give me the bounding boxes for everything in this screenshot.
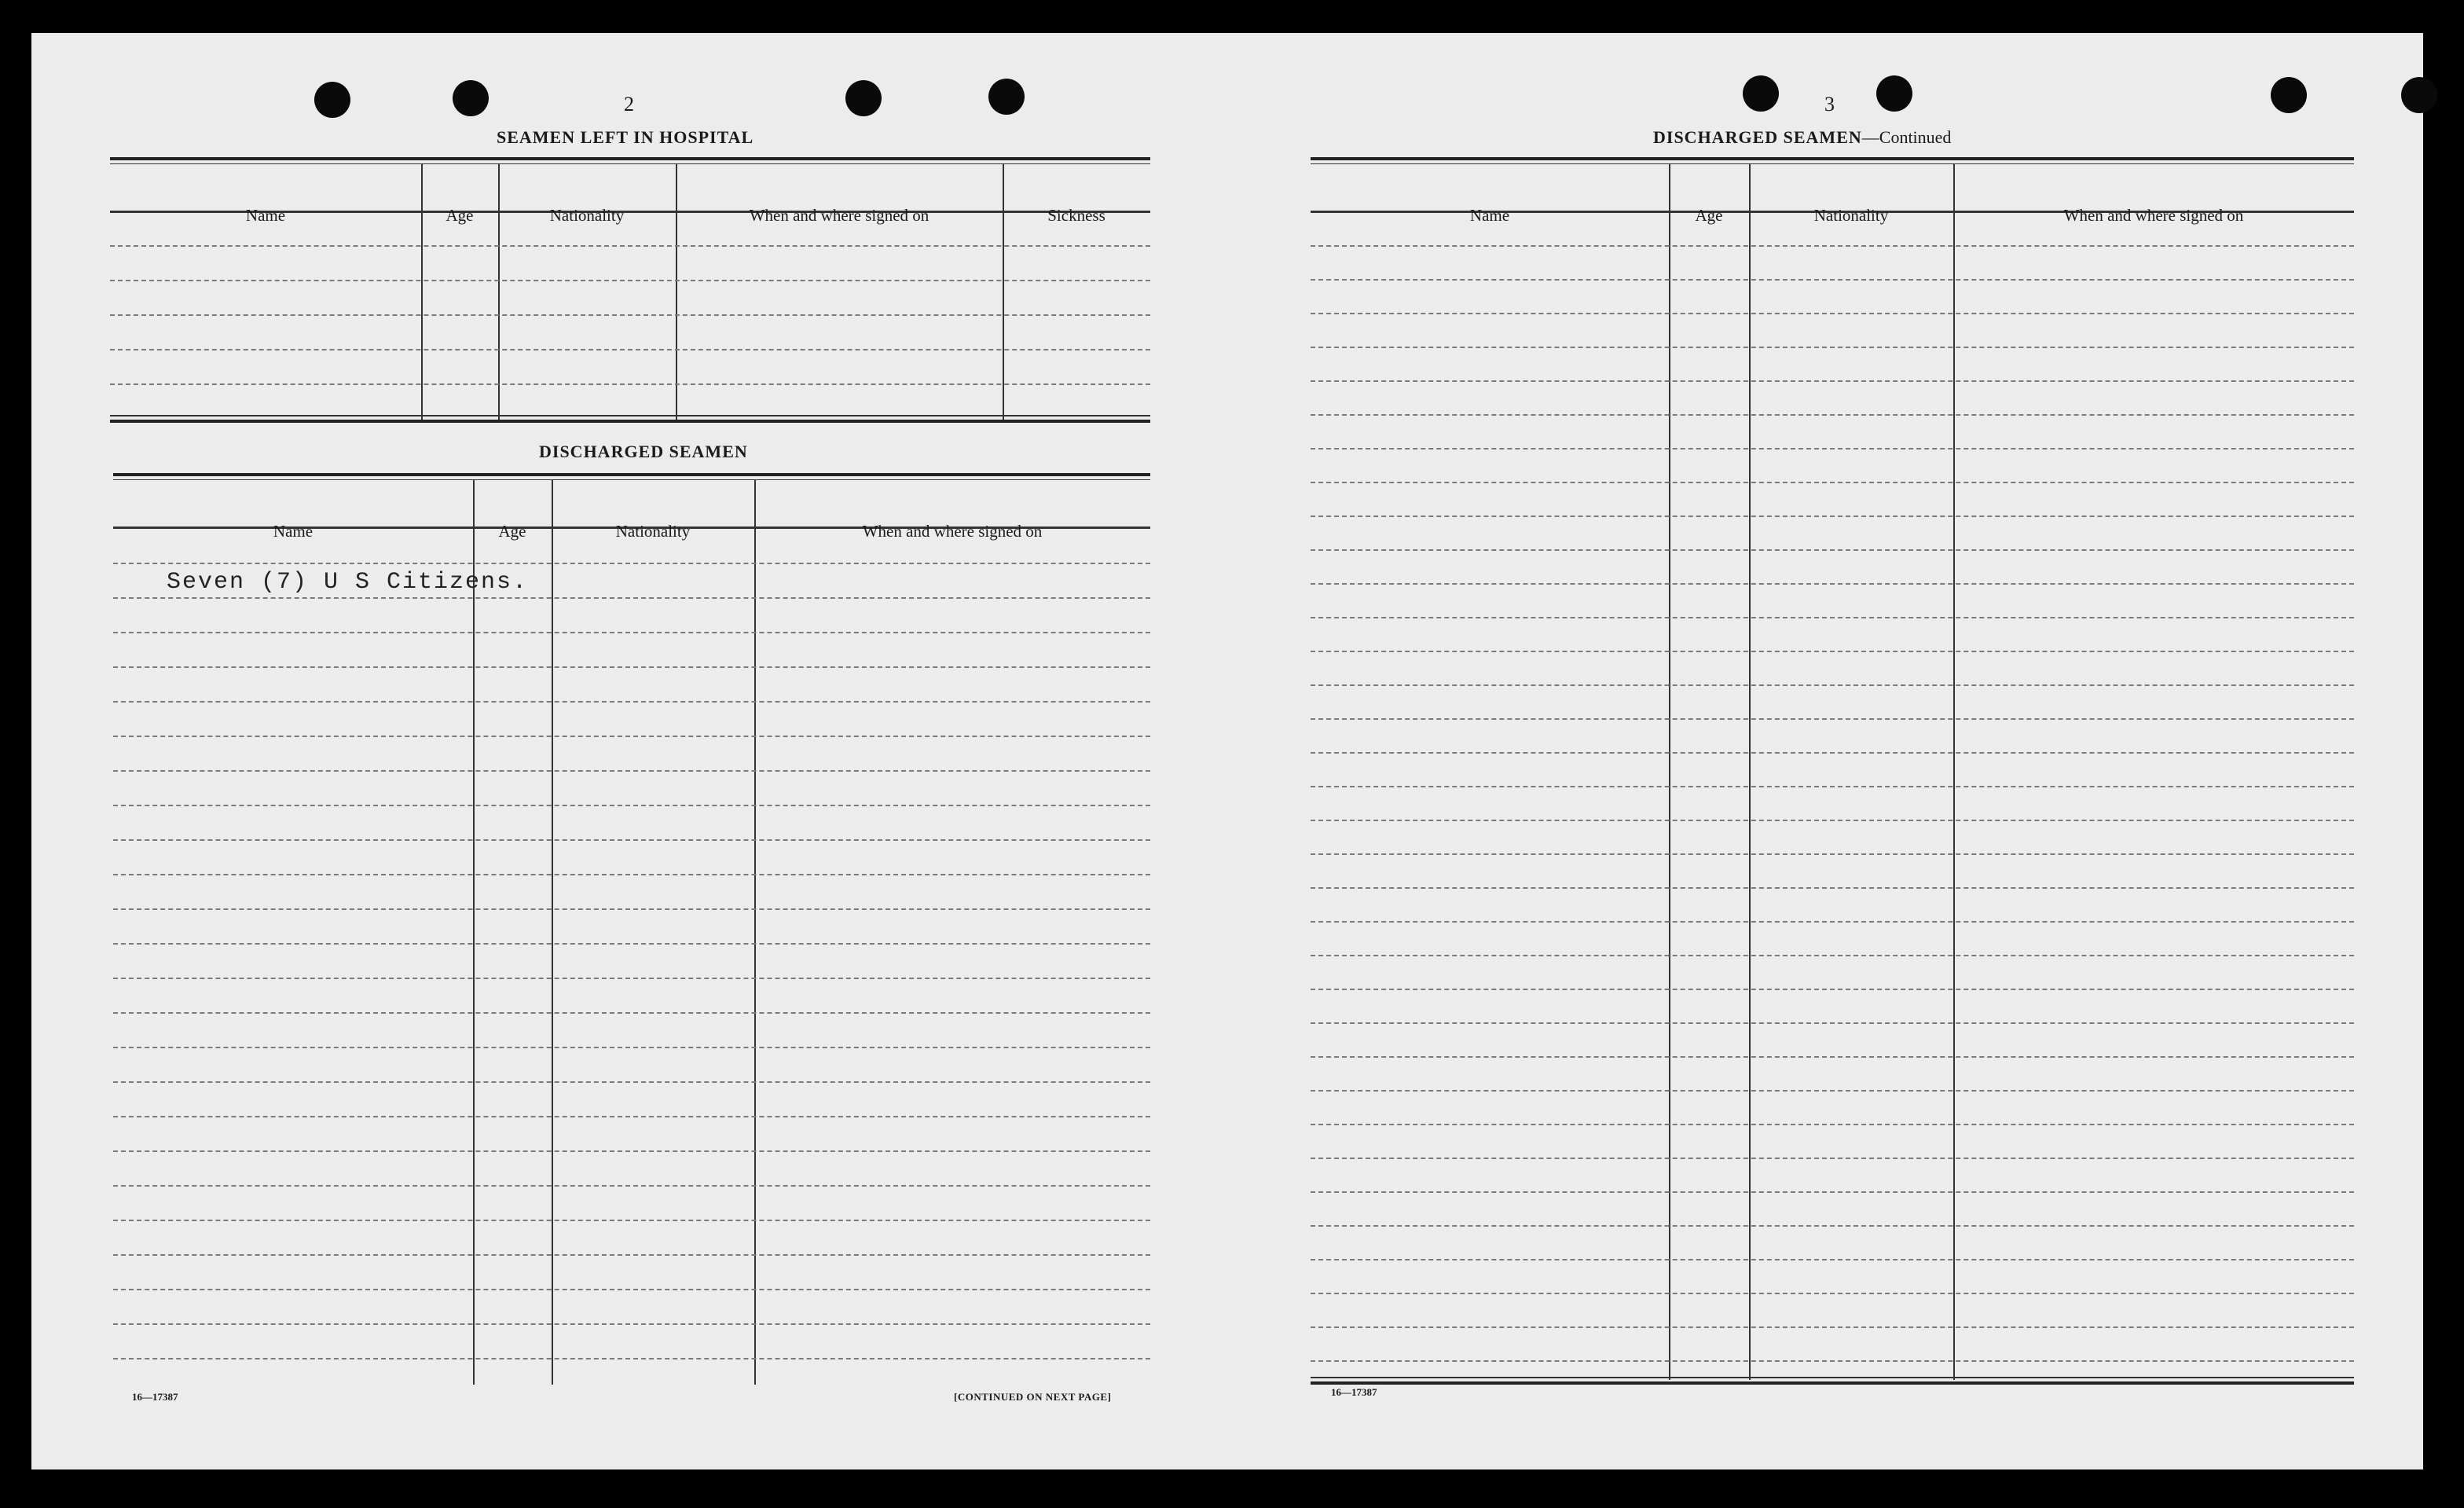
col-header-name: Name	[245, 206, 286, 225]
punch-hole	[1876, 75, 1912, 112]
col-header-sickness: Sickness	[1047, 206, 1106, 225]
col-header-age: Age	[446, 206, 474, 225]
right-section-title	[1653, 127, 1951, 148]
col-header-age: Age	[498, 522, 526, 541]
left-page-number: 2	[624, 93, 634, 116]
col-header-name: Name	[1469, 206, 1510, 225]
punch-hole	[453, 80, 489, 116]
right-page-number: 3	[1824, 93, 1835, 116]
punch-hole	[314, 82, 350, 118]
punch-hole	[1743, 75, 1779, 112]
right-section-title-main: DISCHARGED SEAMEN	[1653, 127, 1862, 147]
hospital-section-title: SEAMEN LEFT IN HOSPITAL	[497, 127, 754, 147]
discharged-continued-table	[1311, 157, 2354, 1414]
col-header-name: Name	[273, 522, 314, 541]
punch-hole	[845, 80, 882, 116]
punch-hole	[988, 79, 1025, 115]
discharged-section-title: DISCHARGED SEAMEN	[539, 442, 748, 461]
col-header-nationality: Nationality	[549, 206, 625, 225]
col-header-signed-on: When and where signed on	[749, 206, 930, 225]
document-paper	[31, 33, 2423, 1469]
hospital-table	[110, 157, 1150, 459]
col-header-signed-on: When and where signed on	[862, 522, 1043, 541]
discharged-table	[113, 473, 1150, 1416]
typed-entry: Seven (7) U S Citizens.	[167, 569, 529, 596]
col-header-age: Age	[1695, 206, 1723, 225]
continued-on-next-page: [CONTINUED ON NEXT PAGE]	[954, 1391, 1112, 1403]
col-header-nationality: Nationality	[615, 522, 691, 541]
punch-hole	[2271, 77, 2307, 113]
right-section-title-suffix: —Continued	[1861, 127, 1952, 147]
left-form-number: 16—17387	[132, 1391, 178, 1403]
col-header-signed-on: When and where signed on	[2063, 206, 2244, 225]
right-form-number: 16—17387	[1331, 1386, 1377, 1398]
punch-hole	[2401, 77, 2437, 113]
col-header-nationality: Nationality	[1813, 206, 1889, 225]
